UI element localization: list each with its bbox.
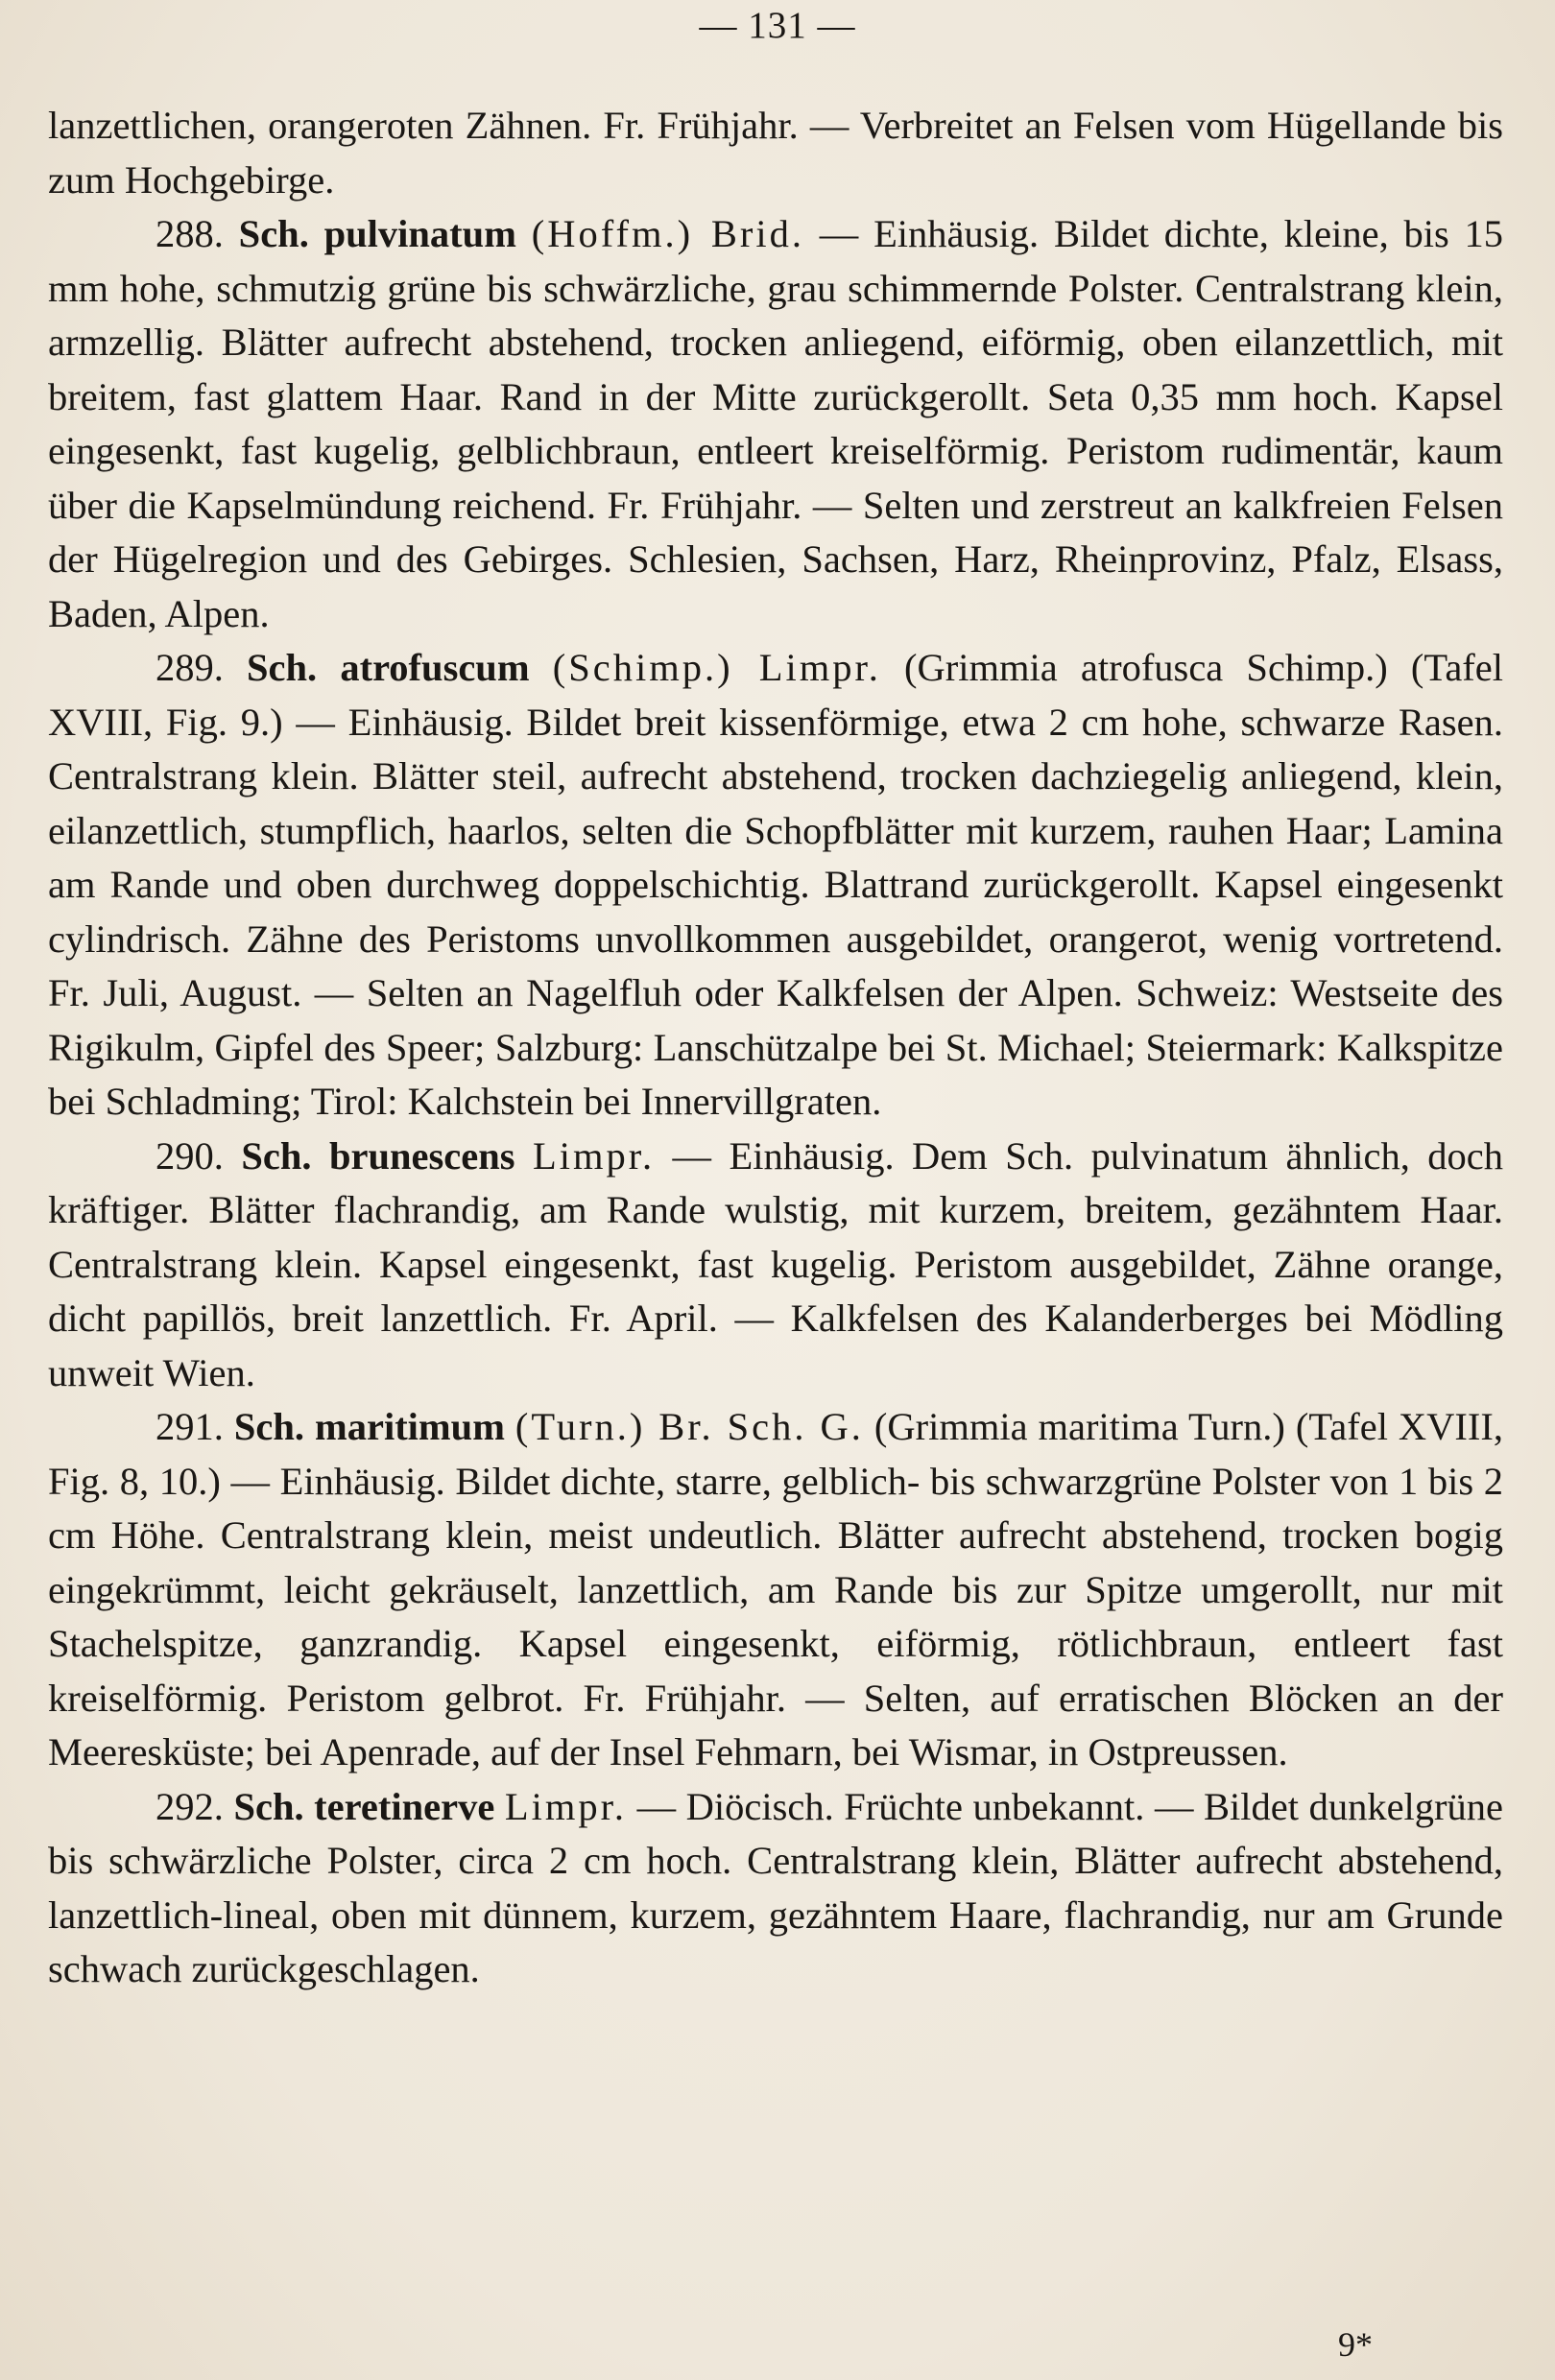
species-description: (Grimmia maritima Turn.) (Tafel XVIII, Fig. 8, 10.) — Einhäusig. Bildet dichte, starre, gelblich- bis schwarzgrüne Polster von 1 bis 2 cm Höhe. Centralstrang klein, meist undeutlich. Blätter aufrecht abstehend, trocken bogig eingekrümmt, leicht gekräuselt, lanzettlich, am Rande bis zur Spitze umgerollt, nur mit Stachelspitze, ganzrandig. Kapsel eingesenkt, eiförmig, rötlichbraun, entleert fast kreiselförmig. Peristom gelbrot. Fr. Frühjahr. — Selten, auf erratischen Blöcken an der Meeresküste; bei Apenrade, auf der Insel Fehmarn, bei Wismar, in Ostpreussen. (48, 1405, 1504, 1773)
species-entry-288 (48, 207, 1503, 641)
species-name: Sch. teretinerve (233, 1784, 495, 1828)
entry-number: 290. (156, 1133, 224, 1178)
species-author: Limpr. (532, 1133, 656, 1178)
species-author: (Schimp.) Limpr. (552, 646, 881, 689)
species-description: (Grimmia atrofusca Schimp.) (Tafel XVIII, Fig. 9.) — Einhäusig. Bildet breit kissenförmige, etwa 2 cm hohe, schwarze Rasen. Centralstrang klein. Blätter steil, aufrecht abstehend, trocken dachziegelig anliegend, klein, eilanzettlich, stumpflich, haarlos, selten die Schopfblätter mit kurzem, rauhen Haar; Lamina am Rande und oben durchweg doppelschichtig. Blattrand zurückgerollt. Kapsel eingesenkt cylindrisch. Zähne des Peristoms unvollkommen ausgebildet, orangerot, wenig vortretend. Fr. Juli, August. — Selten an Nagelfluh oder Kalkfelsen der Alpen. Schweiz: Westseite des Rigikulm, Gipfel des Speer; Salzburg: Lanschützalpe bei St. Michael; Steiermark: Kalkspitze bei Schladming; Tirol: Kalchstein bei Innervillgraten. (48, 646, 1504, 1123)
species-name: Sch. maritimum (233, 1405, 505, 1448)
species-name: Sch. pulvinatum (238, 212, 516, 255)
species-author: Limpr. (504, 1784, 627, 1828)
entry-number: 292. (156, 1784, 224, 1828)
intro-paragraph: lanzettlichen, orangeroten Zähnen. Fr. Frühjahr. — Verbreitet an Felsen vom Hügellande bis zum Hochgebirge. (48, 104, 1503, 202)
species-description: — Einhäusig. Bildet dichte, kleine, bis 15 mm hohe, schmutzig grüne bis schwärzliche, grau schimmernde Polster. Centralstrang klein, armzellig. Blätter aufrecht abstehend, trocken anliegend, eiförmig, oben eilanzettlich, mit breitem, fast glattem Haar. Rand in der Mitte zurückgerollt. Seta 0,35 mm hoch. Kapsel eingesenkt, fast kugelig, gelblichbraun, entleert kreiselförmig. Peristom rudimentär, kaum über die Kapselmündung reichend. Fr. Frühjahr. — Selten und zerstreut an kalkfreien Felsen der Hügelregion und des Gebirges. Schlesien, Sachsen, Harz, Rheinprovinz, Pfalz, Elsass, Baden, Alpen. (48, 212, 1504, 635)
species-name: Sch. atrofuscum (247, 646, 530, 689)
page-number: — 131 — (699, 5, 856, 46)
entry-number: 291. (156, 1405, 224, 1448)
species-entry-291 (48, 1400, 1503, 1780)
entry-number: 288. (156, 212, 224, 255)
species-description: — Diöcisch. Früchte unbekannt. — Bildet dunkelgrüne bis schwärzliche Polster, circa 2 cm hoch. Centralstrang klein, Blätter aufrecht abstehend, lanzettlich-lineal, oben mit dünnem, kurzem, gezähntem Haare, flachrandig, nur am Grunde schwach zurückgeschlagen. (48, 1784, 1504, 1990)
entry-number: 289. (156, 646, 224, 689)
species-name: Sch. brunescens (241, 1133, 515, 1178)
species-entry-289 (48, 641, 1503, 1130)
species-description: — Einhäusig. Dem Sch. pulvinatum ähnlich, doch kräftiger. Blätter flachrandig, am Rande wulstig, mit kurzem, breitem, gezähntem Haar. Centralstrang klein. Kapsel eingesenkt, fast kugelig. Peristom ausgebildet, Zähne orange, dicht papillös, breit lanzettlich. Fr. April. — Kalkfelsen des Kalanderberges bei Mödling unweit Wien. (48, 1133, 1504, 1394)
species-author: (Hoffm.) Brid. (531, 212, 804, 255)
species-entry-292 (48, 1780, 1503, 1997)
species-author: (Turn.) Br. Sch. G. (514, 1405, 864, 1448)
species-entry-290 (48, 1130, 1503, 1401)
body-text (48, 99, 1503, 1997)
sheet-signature: 9* (1338, 2325, 1373, 2364)
